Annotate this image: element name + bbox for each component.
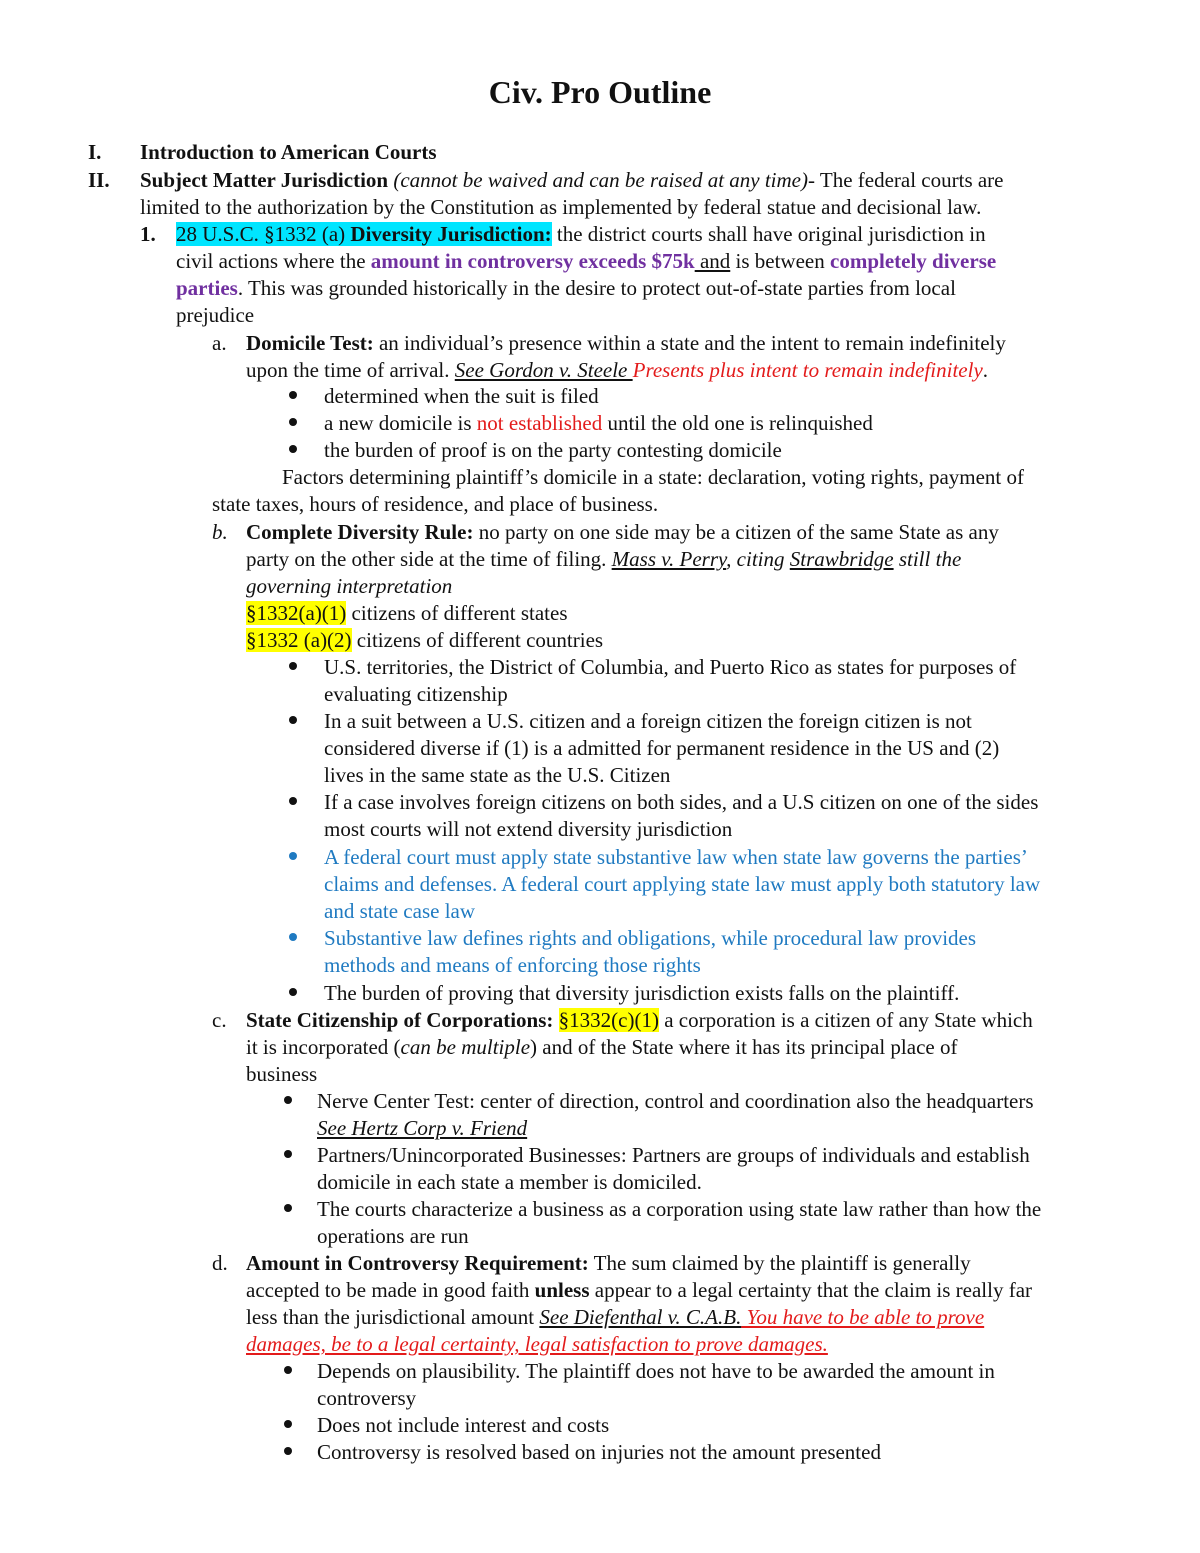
bullet-text: most courts will not extend diversity jurisdiction — [324, 817, 733, 841]
emphasis-text: amount in controversy exceeds $75k — [370, 249, 695, 273]
bullet-text: evaluating citizenship — [324, 682, 508, 706]
subitem-text-line: less than the jurisdictional amount See Diefenthal v. C.A.B. You have to be able to prove — [246, 1305, 985, 1329]
bullet-icon — [284, 1204, 292, 1212]
annotation-note: damages, be to a legal certainty, legal satisfaction to prove damages. — [246, 1332, 828, 1356]
bullet-text: If a case involves foreign citizens on both sides, and a U.S citizen on one of the sides — [324, 790, 1039, 814]
item-heading-line: 28 U.S.C. §1332 (a) Diversity Jurisdiction: the district courts shall have original jurisdiction in — [176, 222, 986, 246]
annotation-note: Presents plus intent to remain indefinitely — [632, 358, 983, 382]
case-citation: See Diefenthal v. C.A.B. — [539, 1305, 742, 1329]
statute-line: §1332 (a)(2) citizens of different countries — [246, 628, 604, 652]
bullet-text: The burden of proving that diversity jurisdiction exists falls on the plaintiff. — [324, 981, 960, 1005]
bullet-text: and state case law — [324, 899, 476, 923]
bullet-text: Nerve Center Test: center of direction, control and coordination also the headquarters — [317, 1089, 1034, 1113]
subitem-heading-line: Domicile Test: an individual’s presence within a state and the intent to remain indefinitely — [246, 331, 1006, 355]
paragraph-line: state taxes, hours of residence, and place of business. — [212, 492, 659, 516]
list-number: 1. — [140, 222, 156, 246]
statute-citation: §1332(a)(1) — [246, 601, 347, 625]
bullet-text: domicile in each state a member is domiciled. — [317, 1170, 702, 1194]
bullet-icon — [289, 445, 297, 453]
bullet-icon — [289, 797, 297, 805]
bullet-text: Controversy is resolved based on injuries not the amount presented — [317, 1440, 881, 1464]
bullet-icon — [284, 1096, 292, 1104]
bullet-icon — [289, 662, 297, 670]
subitem-text-line: party on the other side at the time of filing. Mass v. Perry, citing Strawbridge still the — [246, 547, 962, 571]
statute-line: §1332(a)(1) citizens of different states — [246, 601, 568, 625]
bullet-text: A federal court must apply state substantive law when state law governs the parties’ — [324, 845, 1028, 869]
section-heading: Subject Matter Jurisdiction — [140, 168, 389, 192]
bullet-text: lives in the same state as the U.S. Citizen — [324, 763, 671, 787]
bullet-text: considered diverse if (1) is a admitted for permanent residence in the US and (2) — [324, 736, 1000, 760]
case-citation: Strawbridge — [789, 547, 894, 571]
section-note: (cannot be waived and can be raised at any time) — [393, 168, 808, 192]
list-letter: a. — [212, 331, 227, 355]
bullet-icon — [289, 988, 297, 996]
bullet-text: methods and means of enforcing those rights — [324, 953, 701, 977]
annotation-note: You have to be able to prove — [741, 1305, 985, 1329]
bullet-text: the burden of proof is on the party contesting domicile — [324, 438, 782, 462]
bullet-icon — [289, 852, 297, 860]
bullet-text: In a suit between a U.S. citizen and a foreign citizen the foreign citizen is not — [324, 709, 972, 733]
section-text: limited to the authorization by the Constitution as implemented by federal statue and decisional law. — [140, 195, 982, 219]
bullet-text: claims and defenses. A federal court applying state law must apply both statutory law — [324, 872, 1041, 896]
emphasis-text: parties — [176, 276, 238, 300]
bullet-icon — [289, 716, 297, 724]
bullet-text: Substantive law defines rights and obligations, while procedural law provides — [324, 926, 977, 950]
bullet-text: controversy — [317, 1386, 417, 1410]
case-citation: See Hertz Corp v. Friend — [317, 1116, 528, 1140]
subitem-text-line: accepted to be made in good faith unless appear to a legal certainty that the claim is really far — [246, 1278, 1033, 1302]
subitem-text-line: governing interpretation — [246, 574, 453, 598]
subitem-text-line: business — [246, 1062, 318, 1086]
bullet-text: Depends on plausibility. The plaintiff does not have to be awarded the amount in — [317, 1359, 995, 1383]
page-title: Civ. Pro Outline — [488, 74, 712, 110]
emphasis-text: completely diverse — [830, 249, 997, 273]
statute-citation: §1332(c)(1) — [558, 1008, 659, 1032]
subitem-heading-line: Amount in Controversy Requirement: The sum claimed by the plaintiff is generally — [246, 1251, 971, 1275]
item-text-line: prejudice — [176, 303, 255, 327]
bullet-text: Partners/Unincorporated Businesses: Partners are groups of individuals and establish — [317, 1143, 1030, 1167]
bullet-text: The courts characterize a business as a corporation using state law rather than how the — [317, 1197, 1042, 1221]
bullet-text: Does not include interest and costs — [317, 1413, 610, 1437]
item-text-line: civil actions where the amount in controversy exceeds $75k and is between completely diverse — [176, 249, 997, 273]
subitem-heading-line: State Citizenship of Corporations: §1332(c)(1) a corporation is a citizen of any State which — [246, 1008, 1033, 1032]
bullet-text: determined when the suit is filed — [324, 384, 599, 408]
bullet-icon — [284, 1150, 292, 1158]
section-heading: Introduction to American Courts — [140, 140, 437, 164]
subitem-text-line: upon the time of arrival. See Gordon v. Steele Presents plus intent to remain indefinitely. — [246, 358, 989, 382]
bullet-icon — [284, 1366, 292, 1374]
bullet-text: U.S. territories, the District of Columbia, and Puerto Rico as states for purposes of — [324, 655, 1017, 679]
bullet-icon — [289, 933, 297, 941]
bullet-text: operations are run — [317, 1224, 469, 1248]
subitem-text-line: it is incorporated (can be multiple) and of the State where it has its principal place of — [246, 1035, 958, 1059]
subitem-heading-line: Complete Diversity Rule: no party on one side may be a citizen of the same State as any — [246, 520, 999, 544]
bullet-icon — [284, 1420, 292, 1428]
bullet-icon — [289, 391, 297, 399]
item-text-line: parties. This was grounded historically in the desire to protect out-of-state parties from local — [176, 276, 956, 300]
bullet-text: a new domicile is not established until the old one is relinquished — [324, 411, 873, 435]
case-citation: Mass v. Perry — [611, 547, 727, 571]
section-heading-line — [140, 167, 1004, 193]
list-letter: d. — [212, 1251, 228, 1275]
statute-citation: §1332 (a)(2) — [246, 628, 352, 652]
statute-citation: 28 U.S.C. §1332 (a) Diversity Jurisdiction: — [176, 222, 552, 246]
section-number: I. — [88, 140, 102, 164]
list-letter: b. — [212, 520, 228, 544]
section-text: - The federal courts are — [808, 168, 1004, 192]
paragraph-line: Factors determining plaintiff’s domicile in a state: declaration, voting rights, payment of — [282, 465, 1025, 489]
section-number: II. — [88, 168, 110, 192]
bullet-icon — [284, 1447, 292, 1455]
list-letter: c. — [212, 1008, 227, 1032]
bullet-icon — [289, 418, 297, 426]
case-citation: See Gordon v. Steele — [454, 358, 633, 382]
